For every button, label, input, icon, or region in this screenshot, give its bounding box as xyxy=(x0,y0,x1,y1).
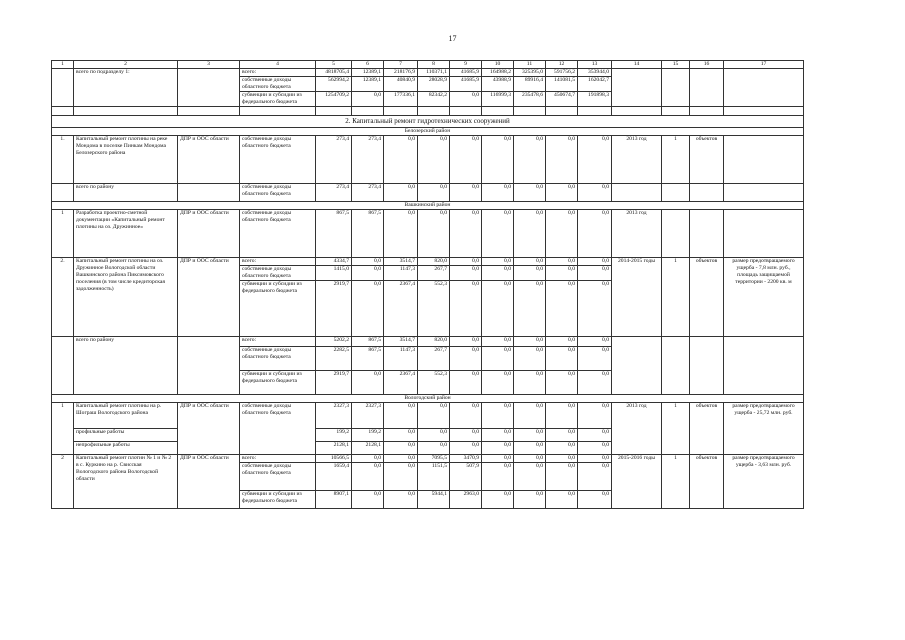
row-label: всего по району xyxy=(74,336,178,394)
value-cell: 0,0 xyxy=(352,490,384,508)
value-cell: 0,0 xyxy=(482,441,514,454)
value-cell: 0,0 xyxy=(352,462,384,490)
value-cell: 0,0 xyxy=(546,210,578,258)
num-cell: 1 xyxy=(52,402,74,454)
executor-cell xyxy=(178,184,240,202)
value-cell: 0,0 xyxy=(578,136,612,184)
value-cell: 0,0 xyxy=(482,462,514,490)
value-cell: 0,0 xyxy=(514,280,546,336)
value-cell: 562994,2 xyxy=(316,77,352,92)
empty-cell xyxy=(612,107,662,116)
funding-type: собственные доходы областного бюджета xyxy=(240,266,316,281)
value-cell: 0,0 xyxy=(578,266,612,281)
value-cell: 0,0 xyxy=(546,370,578,394)
value-cell: 2919,7 xyxy=(316,370,352,394)
note-cell xyxy=(724,136,804,184)
col-header: 1 xyxy=(52,61,74,69)
funding-type: собственные доходы областного бюджета xyxy=(240,462,316,490)
unit-cell: объектов xyxy=(690,454,724,508)
col-header: 10 xyxy=(482,61,514,69)
value-cell: 0,0 xyxy=(514,441,546,454)
item-name: Капитальный ремонт плотин № 1 и № 2 в с. Куркино на р. Свисская Вологодского района Вологодской области xyxy=(74,454,178,508)
value-cell: 0,0 xyxy=(418,184,450,202)
value-cell: 0,0 xyxy=(384,441,418,454)
value-cell: 0,0 xyxy=(578,336,612,346)
unit-cell xyxy=(690,336,724,394)
note-cell xyxy=(724,184,804,202)
executor-cell: ДПР и ООС области xyxy=(178,258,240,337)
empty-cell xyxy=(450,107,482,116)
value-cell: 0,0 xyxy=(482,210,514,258)
value-cell: 820,0 xyxy=(418,258,450,266)
value-cell: 0,0 xyxy=(384,136,418,184)
table-row xyxy=(52,128,804,136)
value-cell: 3470,9 xyxy=(450,454,482,462)
value-cell: 0,0 xyxy=(482,428,514,441)
value-cell: 0,0 xyxy=(482,136,514,184)
value-cell: 450674,7 xyxy=(546,92,578,107)
unit-cell: объектов xyxy=(690,402,724,454)
value-cell: 2963,0 xyxy=(450,490,482,508)
value-cell: 1151,5 xyxy=(418,462,450,490)
value-cell: 0,0 xyxy=(482,258,514,266)
value-cell: 0,0 xyxy=(514,136,546,184)
value-cell: 0,0 xyxy=(450,428,482,441)
value-cell: 0,0 xyxy=(450,402,482,428)
num-cell xyxy=(52,69,74,107)
col-header: 2 xyxy=(74,61,178,69)
note-cell xyxy=(724,69,804,107)
table-row xyxy=(52,394,804,402)
empty-cell xyxy=(352,107,384,116)
qty-cell: 1 xyxy=(662,136,690,184)
value-cell: 0,0 xyxy=(450,184,482,202)
value-cell: 0,0 xyxy=(578,402,612,428)
empty-cell xyxy=(178,107,240,116)
table-row xyxy=(52,184,804,202)
value-cell: 0,0 xyxy=(514,346,546,370)
value-cell: 267,7 xyxy=(418,346,450,370)
value-cell: 552,3 xyxy=(418,280,450,336)
value-cell: 0,0 xyxy=(578,454,612,462)
value-cell: 3514,7 xyxy=(384,336,418,346)
value-cell: 7095,5 xyxy=(418,454,450,462)
value-cell: 10566,5 xyxy=(316,454,352,462)
executor-cell: ДПР и ООС области xyxy=(178,136,240,184)
unit-cell: объектов xyxy=(690,258,724,337)
value-cell: 0,0 xyxy=(352,258,384,266)
value-cell: 0,0 xyxy=(450,441,482,454)
unit-cell: объектов xyxy=(690,136,724,184)
value-cell: 0,0 xyxy=(546,280,578,336)
col-header: 3 xyxy=(178,61,240,69)
col-header: 12 xyxy=(546,61,578,69)
funding-type: субвенции и субсидии из федерального бюджета xyxy=(240,370,316,394)
period-cell xyxy=(612,184,662,202)
value-cell: 0,0 xyxy=(514,210,546,258)
value-cell: 0,0 xyxy=(352,454,384,462)
value-cell: 0,0 xyxy=(546,266,578,281)
value-cell: 0,0 xyxy=(352,370,384,394)
funding-type: собственные доходы областного бюджета xyxy=(240,210,316,258)
value-cell: 552,3 xyxy=(418,370,450,394)
value-cell: 0,0 xyxy=(384,454,418,462)
row-label: всего по району xyxy=(74,184,178,202)
period-cell xyxy=(612,69,662,107)
empty-cell xyxy=(52,107,74,116)
value-cell: 0,0 xyxy=(418,428,450,441)
empty-cell xyxy=(384,107,418,116)
value-cell: 4334,7 xyxy=(316,258,352,266)
num-cell xyxy=(52,336,74,394)
funding-type: собственные доходы областного бюджета xyxy=(240,136,316,184)
value-cell: 2128,1 xyxy=(352,441,384,454)
value-cell: 3514,7 xyxy=(384,258,418,266)
item-name: Капитальный ремонт плотины на р. Шограш Вологодского района xyxy=(74,402,178,428)
column-number-row xyxy=(52,61,804,69)
table-row xyxy=(52,107,804,116)
value-cell: 0,0 xyxy=(352,92,384,107)
value-cell: 0,0 xyxy=(482,370,514,394)
value-cell: 0,0 xyxy=(384,184,418,202)
value-cell: 0,0 xyxy=(482,280,514,336)
value-cell: 273,4 xyxy=(352,136,384,184)
empty-cell xyxy=(514,107,546,116)
empty-cell xyxy=(74,107,178,116)
value-cell: 0,0 xyxy=(578,441,612,454)
value-cell: 43988,9 xyxy=(482,77,514,92)
value-cell: 0,0 xyxy=(546,428,578,441)
num-cell: 2 xyxy=(52,454,74,508)
value-cell: 0,0 xyxy=(578,346,612,370)
value-cell: 2282,5 xyxy=(316,346,352,370)
value-cell: 0,0 xyxy=(482,490,514,508)
executor-cell: ДПР и ООС области xyxy=(178,210,240,258)
value-cell: 0,0 xyxy=(450,346,482,370)
value-cell: 353944,0 xyxy=(578,69,612,77)
row-label: всего по подразделу 1: xyxy=(74,69,178,107)
value-cell: 0,0 xyxy=(578,428,612,441)
value-cell: 2919,7 xyxy=(316,280,352,336)
col-header: 13 xyxy=(578,61,612,69)
note-cell xyxy=(724,210,804,258)
col-header: 17 xyxy=(724,61,804,69)
value-cell: 0,0 xyxy=(384,462,418,490)
funding-type: собственные доходы областного бюджета xyxy=(240,346,316,370)
value-cell: 199,2 xyxy=(352,428,384,441)
table-row xyxy=(52,202,804,210)
value-cell: 0,0 xyxy=(578,490,612,508)
value-cell: 0,0 xyxy=(418,402,450,428)
col-header: 8 xyxy=(418,61,450,69)
executor-cell xyxy=(178,336,240,394)
value-cell: 116999,3 xyxy=(482,92,514,107)
value-cell: 12389,1 xyxy=(352,77,384,92)
value-cell: 0,0 xyxy=(578,210,612,258)
value-cell: 0,0 xyxy=(450,280,482,336)
value-cell: 2128,1 xyxy=(316,441,352,454)
value-cell: 162042,7 xyxy=(578,77,612,92)
value-cell: 0,0 xyxy=(578,462,612,490)
note-cell: размер предотвращаемого ущерба - 3,63 млн. руб. xyxy=(724,454,804,508)
funding-type: всего: xyxy=(240,69,316,77)
table-row xyxy=(52,116,804,128)
num-cell xyxy=(52,184,74,202)
period-cell: 2013 год xyxy=(612,402,662,454)
value-cell: 0,0 xyxy=(482,266,514,281)
executor-cell: ДПР и ООС области xyxy=(178,454,240,508)
value-cell: 110371,1 xyxy=(418,69,450,77)
empty-cell xyxy=(418,107,450,116)
empty-cell xyxy=(546,107,578,116)
unit-cell xyxy=(690,184,724,202)
executor-cell: ДПР и ООС области xyxy=(178,402,240,454)
value-cell: 2367,4 xyxy=(384,370,418,394)
value-cell: 0,0 xyxy=(514,462,546,490)
district-title: Вашкинский район xyxy=(52,202,804,210)
section-title: 2. Капитальный ремонт гидротехнических сооружений xyxy=(52,116,804,128)
page-number: 17 xyxy=(448,34,457,43)
unit-cell xyxy=(690,210,724,258)
value-cell: 0,0 xyxy=(514,454,546,462)
col-header: 15 xyxy=(662,61,690,69)
qty-cell: 1 xyxy=(662,454,690,508)
value-cell: 0,0 xyxy=(546,336,578,346)
value-cell: 0,0 xyxy=(546,454,578,462)
table-body xyxy=(52,61,804,509)
district-title: Белозерский район xyxy=(52,128,804,136)
value-cell: 0,0 xyxy=(384,428,418,441)
value-cell: 0,0 xyxy=(514,266,546,281)
funding-type: всего: xyxy=(240,258,316,266)
value-cell: 0,0 xyxy=(418,441,450,454)
value-cell: 0,0 xyxy=(514,184,546,202)
funding-type: всего: xyxy=(240,454,316,462)
funding-type: субвенции и субсидии из федерального бюджета xyxy=(240,92,316,107)
col-header: 11 xyxy=(514,61,546,69)
period-cell: 2013 год xyxy=(612,210,662,258)
value-cell: 0,0 xyxy=(482,184,514,202)
value-cell: 82342,2 xyxy=(418,92,450,107)
funding-type: всего: xyxy=(240,336,316,346)
value-cell: 0,0 xyxy=(514,258,546,266)
note-cell xyxy=(724,336,804,394)
value-cell: 0,0 xyxy=(384,402,418,428)
col-header: 5 xyxy=(316,61,352,69)
value-cell: 273,4 xyxy=(316,136,352,184)
num-cell: 2. xyxy=(52,258,74,337)
col-header: 4 xyxy=(240,61,316,69)
num-cell: 1 xyxy=(52,210,74,258)
value-cell: 820,0 xyxy=(418,336,450,346)
value-cell: 0,0 xyxy=(546,346,578,370)
value-cell: 40840,9 xyxy=(384,77,418,92)
value-cell: 0,0 xyxy=(352,280,384,336)
value-cell: 0,0 xyxy=(352,266,384,281)
district-title: Вологодский район xyxy=(52,394,804,402)
value-cell: 2327,3 xyxy=(316,402,352,428)
value-cell: 5202,2 xyxy=(316,336,352,346)
period-cell: 2015-2016 годы xyxy=(612,454,662,508)
value-cell: 0,0 xyxy=(418,210,450,258)
num-cell: 1. xyxy=(52,136,74,184)
value-cell: 1147,3 xyxy=(384,346,418,370)
note-cell: размер предотвращаемого ущерба - 7,8 млн. руб., площадь защищаемой территории - 2200 кв. м xyxy=(724,258,804,337)
value-cell: 218176,9 xyxy=(384,69,418,77)
empty-cell xyxy=(316,107,352,116)
table-row xyxy=(52,69,804,77)
col-header: 14 xyxy=(612,61,662,69)
value-cell: 0,0 xyxy=(546,490,578,508)
table-row xyxy=(52,336,804,346)
value-cell: 867,5 xyxy=(316,210,352,258)
value-cell: 273,4 xyxy=(316,184,352,202)
value-cell: 0,0 xyxy=(546,258,578,266)
value-cell: 0,0 xyxy=(578,370,612,394)
value-cell: 507,9 xyxy=(450,462,482,490)
note-cell: размер предотвращаемого ущерба - 25,72 млн. руб. xyxy=(724,402,804,454)
value-cell: 0,0 xyxy=(578,184,612,202)
value-cell: 0,0 xyxy=(546,441,578,454)
program-table xyxy=(51,60,804,509)
col-header: 9 xyxy=(450,61,482,69)
table-row xyxy=(52,136,804,184)
period-cell: 2013 год xyxy=(612,136,662,184)
value-cell: 0,0 xyxy=(578,280,612,336)
unit-cell xyxy=(690,69,724,107)
value-cell: 41685,9 xyxy=(450,77,482,92)
value-cell: 0,0 xyxy=(384,490,418,508)
value-cell: 0,0 xyxy=(482,336,514,346)
value-cell: 1147,3 xyxy=(384,266,418,281)
qty-cell xyxy=(662,210,690,258)
value-cell: 89916,4 xyxy=(514,77,546,92)
value-cell: 0,0 xyxy=(514,402,546,428)
value-cell: 41685,9 xyxy=(450,69,482,77)
value-cell: 1659,4 xyxy=(316,462,352,490)
sub-item-label: непрофильные работы xyxy=(74,441,178,454)
value-cell: 0,0 xyxy=(482,346,514,370)
value-cell: 0,0 xyxy=(418,136,450,184)
empty-cell xyxy=(578,107,612,116)
qty-cell xyxy=(662,69,690,107)
value-cell: 0,0 xyxy=(450,136,482,184)
empty-cell xyxy=(690,107,724,116)
value-cell: 141081,5 xyxy=(546,77,578,92)
value-cell: 1415,0 xyxy=(316,266,352,281)
value-cell: 0,0 xyxy=(482,454,514,462)
funding-type: собственные доходы областного бюджета xyxy=(240,402,316,454)
value-cell: 12389,1 xyxy=(352,69,384,77)
value-cell: 0,0 xyxy=(514,370,546,394)
value-cell: 0,0 xyxy=(450,266,482,281)
item-name: Капитальный ремонт плотины на реке Мондома в поселке Пинкам Мондома Белозерского района xyxy=(74,136,178,184)
value-cell: 177336,1 xyxy=(384,92,418,107)
table-row xyxy=(52,402,804,428)
value-cell: 235478,6 xyxy=(514,92,546,107)
value-cell: 1254709,2 xyxy=(316,92,352,107)
col-header: 7 xyxy=(384,61,418,69)
value-cell: 0,0 xyxy=(514,490,546,508)
empty-cell xyxy=(240,107,316,116)
table-row xyxy=(52,454,804,462)
value-cell: 0,0 xyxy=(450,92,482,107)
value-cell: 0,0 xyxy=(514,428,546,441)
value-cell: 0,0 xyxy=(546,402,578,428)
value-cell: 867,5 xyxy=(352,210,384,258)
qty-cell xyxy=(662,184,690,202)
empty-cell xyxy=(662,107,690,116)
executor-cell xyxy=(178,69,240,107)
value-cell: 0,0 xyxy=(546,136,578,184)
value-cell: 867,5 xyxy=(352,346,384,370)
value-cell: 8907,1 xyxy=(316,490,352,508)
col-header: 16 xyxy=(690,61,724,69)
value-cell: 591756,2 xyxy=(546,69,578,77)
table-row xyxy=(52,210,804,258)
period-cell: 2014-2015 годы xyxy=(612,258,662,337)
value-cell: 325395,0 xyxy=(514,69,546,77)
value-cell: 867,5 xyxy=(352,336,384,346)
value-cell: 0,0 xyxy=(450,370,482,394)
empty-cell xyxy=(724,107,804,116)
value-cell: 0,0 xyxy=(450,210,482,258)
qty-cell xyxy=(662,336,690,394)
value-cell: 273,4 xyxy=(352,184,384,202)
value-cell: 28028,9 xyxy=(418,77,450,92)
value-cell: 5944,1 xyxy=(418,490,450,508)
value-cell: 0,0 xyxy=(514,336,546,346)
value-cell: 0,0 xyxy=(546,184,578,202)
value-cell: 267,7 xyxy=(418,266,450,281)
table-row xyxy=(52,258,804,266)
value-cell: 191898,3 xyxy=(578,92,612,107)
value-cell: 2327,3 xyxy=(352,402,384,428)
value-cell: 0,0 xyxy=(450,258,482,266)
value-cell: 4818705,4 xyxy=(316,69,352,77)
funding-type: субвенции и субсидии из федерального бюджета xyxy=(240,490,316,508)
funding-type: собственные доходы областного бюджета xyxy=(240,184,316,202)
col-header: 6 xyxy=(352,61,384,69)
qty-cell: 1 xyxy=(662,402,690,454)
empty-cell xyxy=(482,107,514,116)
value-cell: 2367,4 xyxy=(384,280,418,336)
period-cell xyxy=(612,336,662,394)
value-cell: 0,0 xyxy=(482,402,514,428)
sub-item-label: профильные работы xyxy=(74,428,178,441)
value-cell: 0,0 xyxy=(450,336,482,346)
value-cell: 0,0 xyxy=(384,210,418,258)
value-cell: 199,2 xyxy=(316,428,352,441)
item-name: Разработка проектно-сметной документации «Капитальный ремонт плотины на оз. Дружинное» xyxy=(74,210,178,258)
funding-type: субвенции и субсидии из федерального бюджета xyxy=(240,280,316,336)
qty-cell: 1 xyxy=(662,258,690,337)
value-cell: 0,0 xyxy=(578,258,612,266)
value-cell: 164988,2 xyxy=(482,69,514,77)
funding-type: собственные доходы областного бюджета xyxy=(240,77,316,92)
item-name: Капитальный ремонт плотины на оз. Дружинное Вологодской области Вашкинского района Пиксимовского поселения (в том числе кредиторская задолженность) xyxy=(74,258,178,337)
value-cell: 0,0 xyxy=(546,462,578,490)
